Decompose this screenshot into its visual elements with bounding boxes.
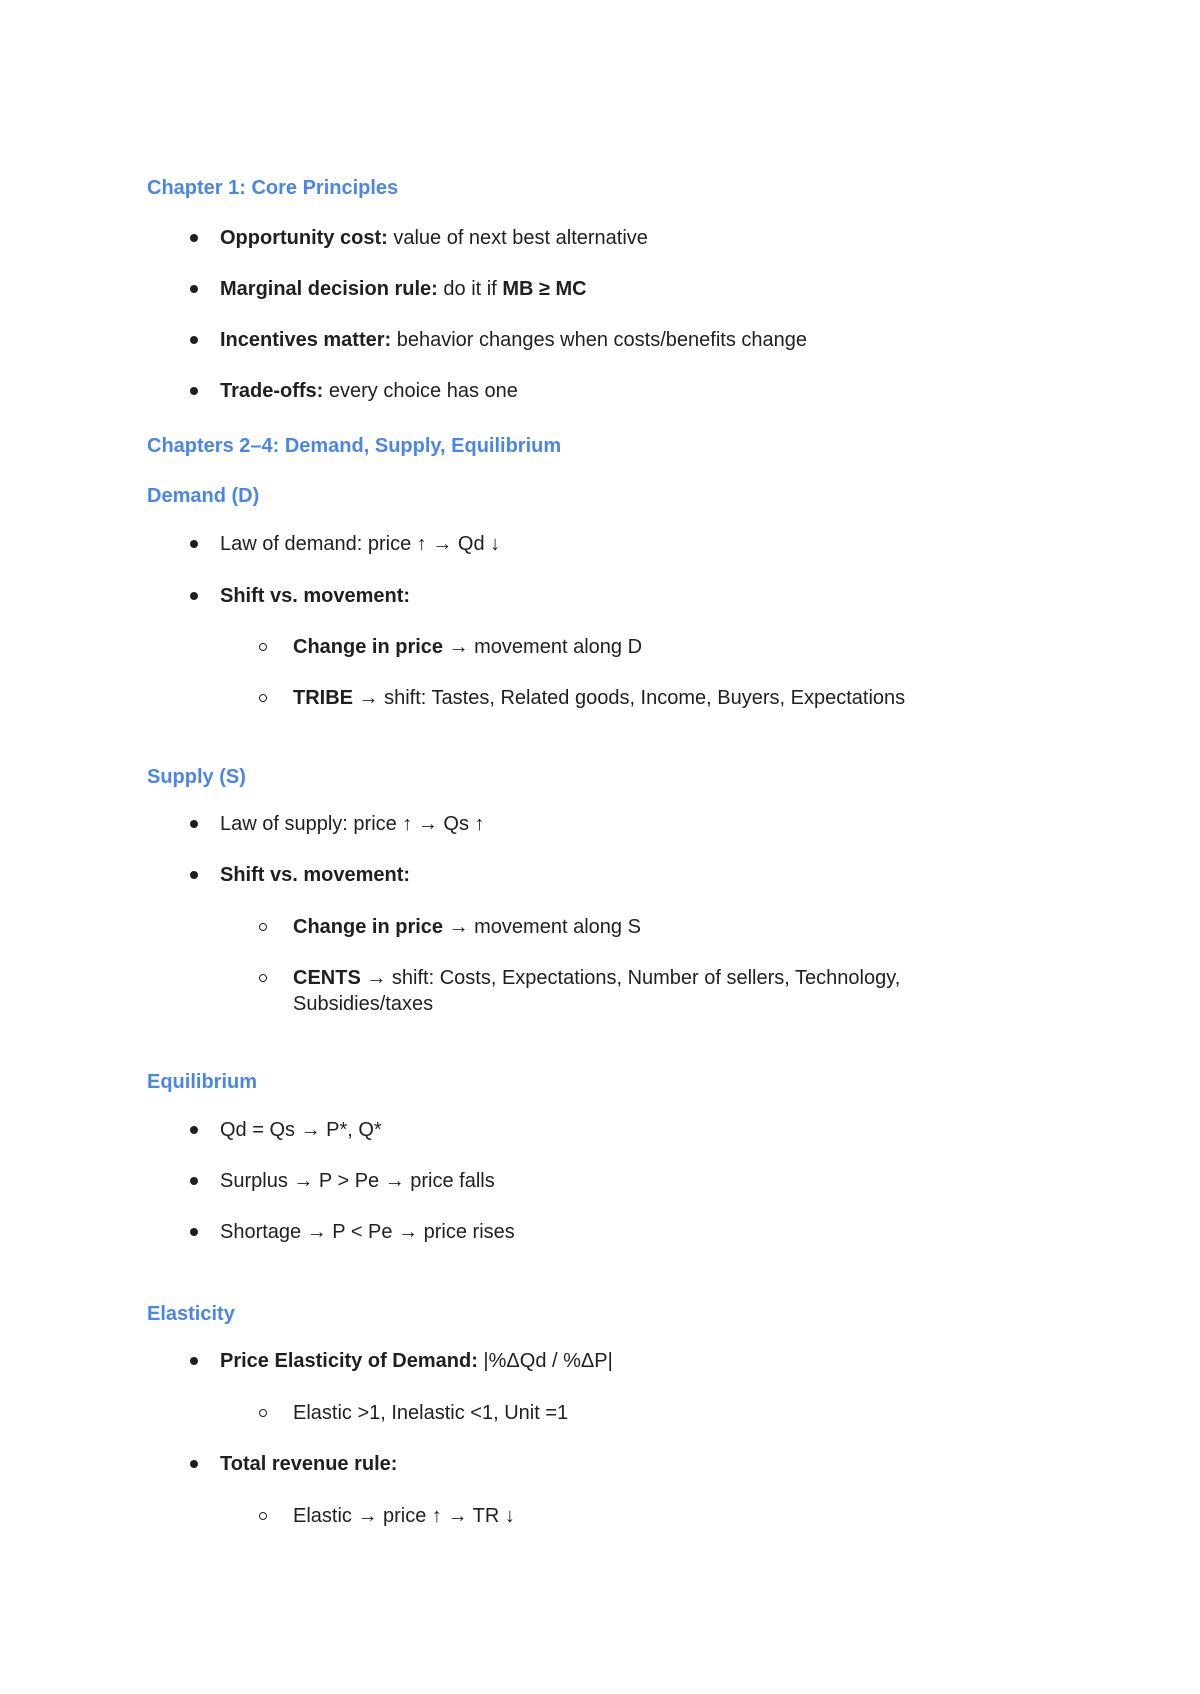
- shift-label: Shift vs. movement:: [220, 864, 411, 886]
- bullet-disc: [190, 592, 198, 600]
- list-item: [220, 531, 500, 557]
- sub-list-item: [293, 914, 641, 940]
- sub-list-item: [293, 685, 905, 711]
- sub-list-item: [293, 634, 642, 660]
- definition: → movement along D: [443, 636, 643, 658]
- term: Trade-offs:: [220, 380, 324, 402]
- chapters2-4-heading: Chapters 2–4: Demand, Supply, Equilibrium: [147, 435, 562, 457]
- bullet-disc: [190, 540, 198, 548]
- total-revenue-elastic: Elastic → price ↑ → TR ↓: [293, 1505, 515, 1527]
- bullet-disc: [190, 336, 198, 344]
- supply-heading: Supply (S): [147, 766, 246, 788]
- list-item: [220, 583, 410, 609]
- bullet-disc: [190, 1126, 198, 1134]
- term: Total revenue rule:: [220, 1453, 398, 1475]
- term: CENTS: [293, 967, 361, 989]
- list-item: [220, 1117, 382, 1143]
- list-item: [220, 327, 807, 353]
- elasticity-heading: Elasticity: [147, 1303, 235, 1325]
- bullet-circle: [259, 643, 267, 651]
- sub-list-item: [293, 1400, 568, 1426]
- term: TRIBE: [293, 687, 353, 709]
- formula: |%ΔQd / %ΔP|: [477, 1350, 613, 1372]
- list-item: [220, 225, 648, 251]
- sub-list-item: [293, 1503, 515, 1529]
- term: Price Elasticity of Demand:: [220, 1350, 478, 1372]
- definition: → movement along S: [443, 916, 641, 938]
- sub-list-item: [293, 965, 1013, 1017]
- definition: value of next best alternative: [387, 227, 648, 249]
- bullet-disc: [190, 820, 198, 828]
- list-item: [220, 811, 485, 837]
- bullet-disc: [190, 871, 198, 879]
- bullet-circle: [259, 694, 267, 702]
- elasticity-categories: Elastic >1, Inelastic <1, Unit =1: [293, 1402, 569, 1424]
- definition: do it if: [437, 278, 503, 300]
- list-item: [220, 378, 518, 404]
- term: Incentives matter:: [220, 329, 392, 351]
- rule: MB ≥ MC: [502, 278, 587, 300]
- chapter1-heading: Chapter 1: Core Principles: [147, 177, 399, 199]
- bullet-circle: [259, 974, 267, 982]
- definition: behavior changes when costs/benefits change: [391, 329, 808, 351]
- term: Marginal decision rule:: [220, 278, 438, 300]
- bullet-disc: [190, 285, 198, 293]
- bullet-disc: [190, 1357, 198, 1365]
- bullet-disc: [190, 387, 198, 395]
- surplus-rule: Surplus → P > Pe → price falls: [220, 1170, 495, 1192]
- definition: → shift: Costs, Expectations, Number of sellers, Technology, Subsidies/taxes: [293, 967, 901, 1015]
- bullet-circle: [259, 1409, 267, 1417]
- law-of-demand: Law of demand: price ↑ → Qd ↓: [220, 533, 501, 555]
- shortage-rule: Shortage → P < Pe → price rises: [220, 1221, 515, 1243]
- term: Opportunity cost:: [220, 227, 388, 249]
- bullet-disc: [190, 1460, 198, 1468]
- bullet-disc: [190, 1177, 198, 1185]
- bullet-disc: [190, 1228, 198, 1236]
- term: Change in price: [293, 916, 444, 938]
- bullet-circle: [259, 1512, 267, 1520]
- equilibrium-condition: Qd = Qs → P*, Q*: [220, 1119, 382, 1141]
- list-item: [220, 1219, 515, 1245]
- law-of-supply: Law of supply: price ↑ → Qs ↑: [220, 813, 485, 835]
- bullet-disc: [190, 234, 198, 242]
- demand-heading: Demand (D): [147, 485, 260, 507]
- bullet-circle: [259, 923, 267, 931]
- list-item: [220, 1348, 613, 1374]
- list-item: [220, 1168, 495, 1194]
- list-item: [220, 862, 410, 888]
- definition: every choice has one: [323, 380, 518, 402]
- list-item: [220, 1451, 397, 1477]
- definition: → shift: Tastes, Related goods, Income, Buyers, Expectations: [353, 687, 906, 709]
- equilibrium-heading: Equilibrium: [147, 1071, 257, 1093]
- term: Change in price: [293, 636, 444, 658]
- shift-label: Shift vs. movement:: [220, 585, 411, 607]
- list-item: [220, 276, 587, 302]
